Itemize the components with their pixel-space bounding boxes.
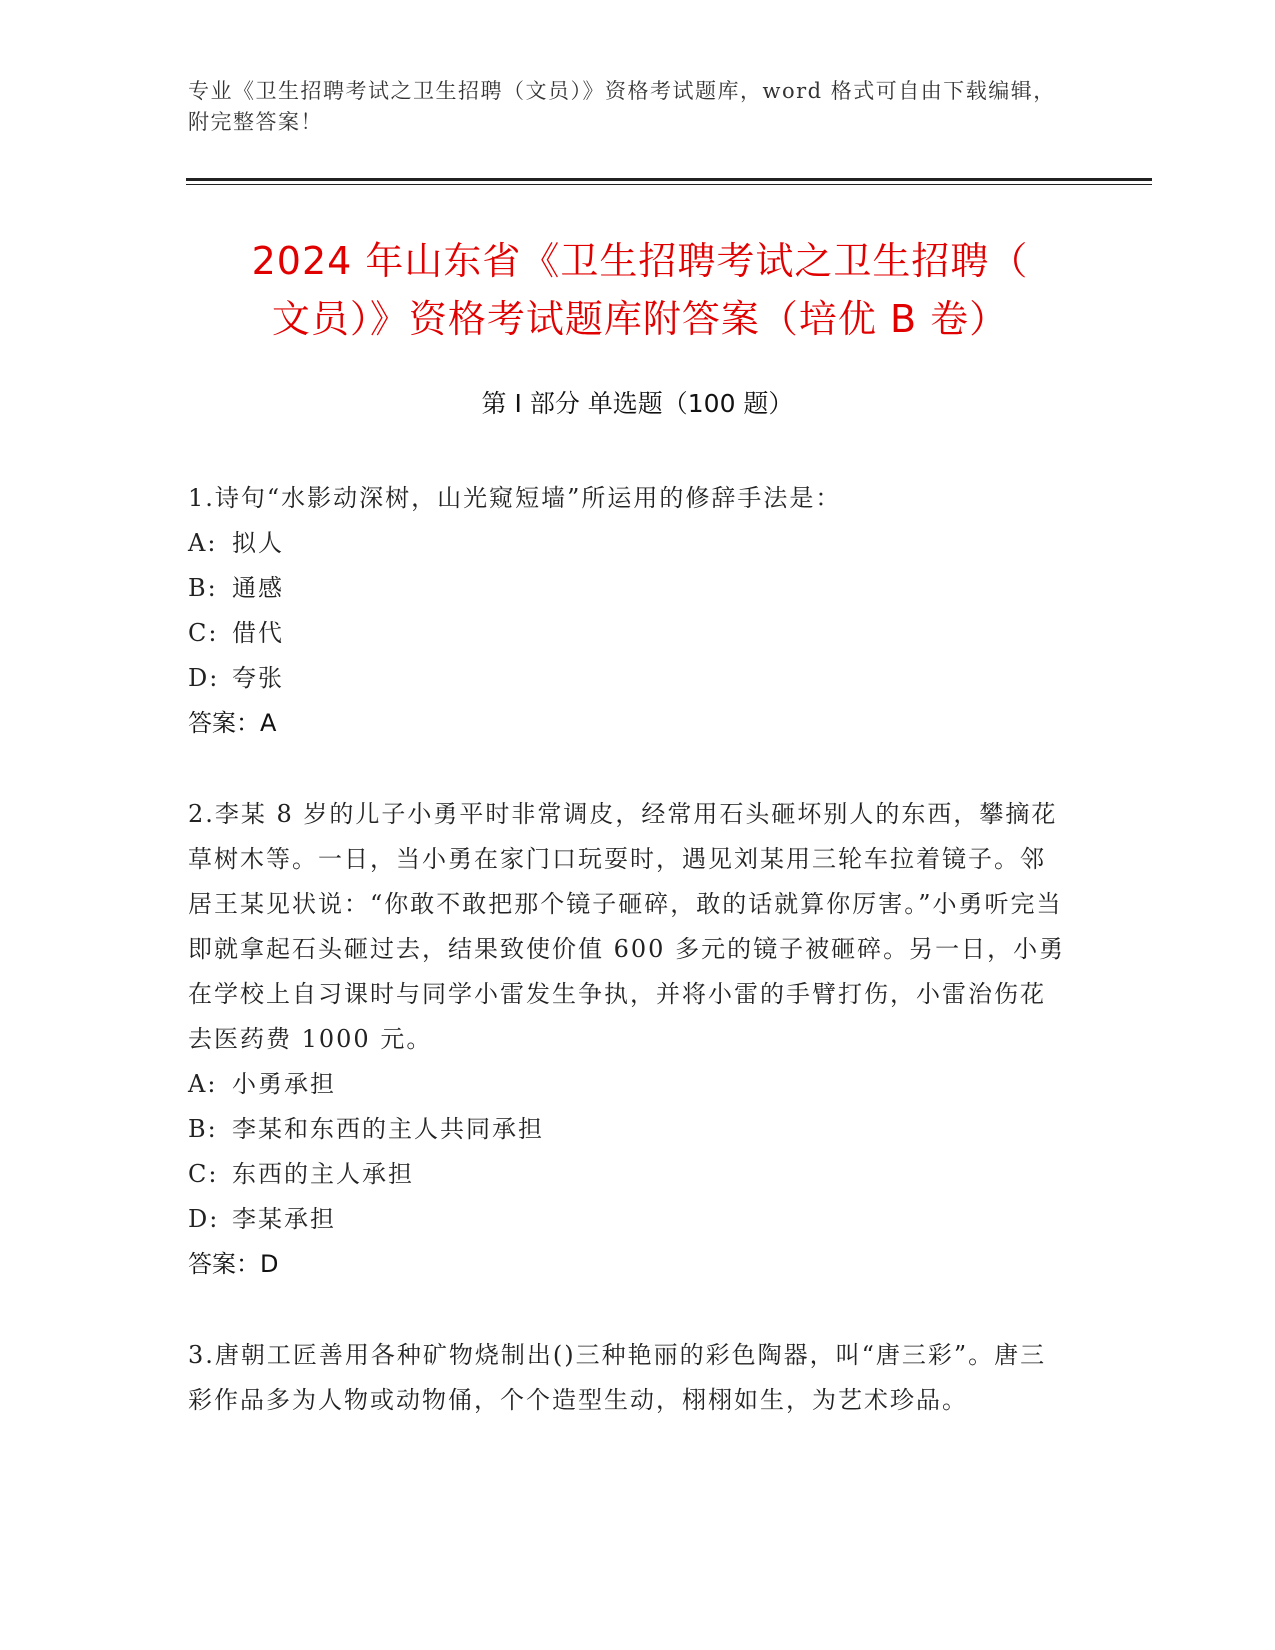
option-b (188, 566, 1068, 611)
option-text: 小勇承担 (232, 1070, 336, 1098)
question-stem: 1.诗句“水影动深树，山光窥短墙”所运用的修辞手法是： (188, 484, 842, 512)
option-text: 李某和东西的主人共同承担 (232, 1115, 544, 1143)
option-b (188, 1107, 1068, 1152)
document-title (140, 232, 1140, 348)
header-rule-thick (186, 178, 1152, 181)
question-1 (188, 476, 1068, 746)
option-letter: D: (188, 1205, 220, 1233)
option-a (188, 521, 1068, 566)
option-letter: A: (188, 529, 218, 557)
option-d (188, 1197, 1068, 1242)
section-title: 第 I 部分 单选题（100 题） (481, 389, 794, 418)
option-letter: B: (188, 1115, 218, 1143)
option-letter: B: (188, 574, 218, 602)
option-text: 李某承担 (232, 1205, 336, 1233)
option-c (188, 611, 1068, 656)
question-3 (188, 1333, 1068, 1423)
header-note: 专业《卫生招聘考试之卫生招聘（文员）》资格考试题库，word 格式可自由下载编辑，附完整答案！ (188, 79, 1056, 134)
option-text: 夸张 (232, 664, 284, 692)
option-a (188, 1062, 1068, 1107)
option-letter: C: (188, 619, 219, 647)
title-line-2: 文员）》资格考试题库附答案（培优 B 卷） (271, 297, 1009, 341)
question-stem: 3.唐朝工匠善用各种矿物烧制出()三种艳丽的彩色陶器，叫“唐三彩”。唐三彩作品多为人物或动物俑，个个造型生动，栩栩如生，为艺术珍品。 (188, 1341, 1047, 1414)
option-letter: A: (188, 1070, 218, 1098)
option-text: 借代 (232, 619, 284, 647)
answer: 答案：A (188, 709, 277, 737)
answer: 答案：D (188, 1250, 279, 1278)
title-line-1: 2024 年山东省《卫生招聘考试之卫生招聘（ (251, 239, 1029, 283)
option-c (188, 1152, 1068, 1197)
option-text: 通感 (232, 574, 284, 602)
option-letter: C: (188, 1160, 219, 1188)
question-list (188, 476, 1068, 1469)
question-stem: 2.李某 8 岁的儿子小勇平时非常调皮，经常用石头砸坏别人的东西，攀摘花草树木等。一日，当小勇在家门口玩耍时，遇见刘某用三轮车拉着镜子。邻居王某见状说：“你敢不敢把那个镜子砸碎，敢的话就算你厉害。”小勇听完当即就拿起石头砸过去，结果致使价值 600 多元的镜子被砸碎。另一日，小勇在学校上自习课时与同学小雷发生争执，并将小雷的手臂打伤，小雷治伤花去医药费 1000 元。 (188, 800, 1066, 1053)
header-rule-thin (186, 184, 1152, 185)
question-2 (188, 792, 1068, 1287)
option-text: 拟人 (232, 529, 284, 557)
option-d (188, 656, 1068, 701)
option-text: 东西的主人承担 (232, 1160, 414, 1188)
option-letter: D: (188, 664, 220, 692)
